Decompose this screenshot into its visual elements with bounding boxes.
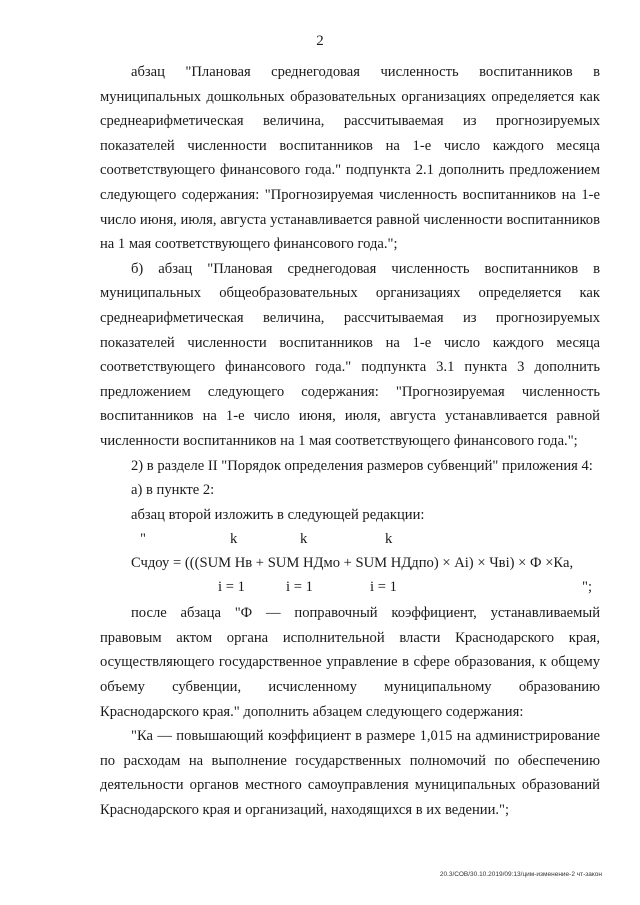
formula-main: Счдоу = (((SUM Нв + SUM НДмо + SUM НДдпо) × Аi) × Чвi) × Ф ×Ка, [131,555,574,572]
formula-sum-lower-1: i = 1 [218,579,245,596]
paragraph-5: абзац второй изложить в следующей редакции: [131,506,425,523]
formula-sum-upper-2: k [300,531,308,548]
paragraph-4: а) в пункте 2: [131,482,215,499]
paragraph-7: "Ка — повышающий коэффициент в размере 1,015 на администрирование по расходам на выполнение государственных полномочий по обеспечению деятельности органов местного самоуправления муниципальных образований Краснодарского края и организаций, находящихся в их ведении."; [100,728,600,819]
paragraph-6: после абзаца "Ф — поправочный коэффициент, устанавливаемый правовым актом органа исполнительной власти Краснодарского края, осуществляющего государственное управление в сфере образования, к общему объему субвенции, исчисленному муниципальному образованию Краснодарского края." дополнить абзацем следующего содержания: [100,605,600,720]
formula-sum-upper-1: k [230,531,238,548]
formula-sum-lower-2: i = 1 [286,579,313,596]
formula-close-quote: "; [582,579,593,596]
formula-sum-upper-3: k [385,531,393,548]
formula-block [100,527,600,601]
page-number: 2 [316,33,324,49]
formula-open-quote: " [140,531,146,548]
footer-code: 20.3/СОВ/30.10.2019/09:13/цим-изменение-2 чт-закон [439,871,602,878]
paragraph-1: абзац "Плановая среднегодовая численность воспитанников в муниципальных дошкольных образовательных организациях определяется как среднеарифметическая величина, рассчитываемая из прогнозируемых показателей численности воспитанников на 1-е число каждого месяца соответствующего финансового года." подпункта 2.1 дополнить предложением следующего содержания: "Прогнозируемая численность воспитанников на 1-е число июня, июля, августа устанавливается равной численности воспитанников на 1 мая соответствующего финансового года."; [100,64,600,253]
paragraph-3: 2) в разделе II "Порядок определения размеров субвенций" приложения 4: [131,457,593,474]
formula-sum-lower-3: i = 1 [370,579,397,596]
document-body [100,60,600,823]
paragraph-2: б) абзац "Плановая среднегодовая численность воспитанников в муниципальных общеобразовательных организациях определяется как среднеарифметическая величина, рассчитываемая из прогнозируемых показателей численности воспитанников на 1-е число каждого месяца соответствующего финансового года." подпункта 3.1 пункта 3 дополнить предложением следующего содержания: "Прогнозируемая численность воспитанников на 1-е число июня, июля, августа устанавливается равной численности воспитанников на 1 мая соответствующего финансового года."; [100,260,600,449]
